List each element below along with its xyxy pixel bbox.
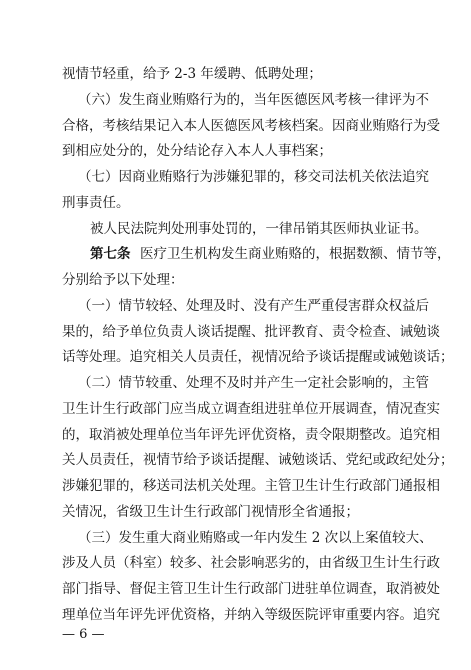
line-text: （二）情节较重、处理不及时并产生一定社会影响的，主管 (78, 375, 429, 391)
text-line (0, 528, 471, 548)
text-line (0, 219, 471, 239)
text-line (0, 476, 471, 496)
line-text: 合格，考核结果记入本人医德医风考核档案。因商业贿赂行为受 (62, 118, 440, 134)
line-text: 关人员责任，视情节给予谈话提醒、诫勉谈话、党纪或政纪处分； (62, 452, 454, 468)
line-text: 医疗卫生机构发生商业贿赂的，根据数额、情节等， (140, 246, 451, 262)
text-line (0, 141, 471, 161)
page-number: — 6 — (62, 627, 105, 642)
line-text: （三）发生重大商业贿赂或一年内发生 2 次以上案值较大、 (78, 530, 433, 546)
line-text: 的，取消被处理单位当年评先评优资格，责令限期整改。追究相 (62, 427, 440, 443)
line-text: 部门指导、督促主管卫生计生行政部门进驻单位调查，取消被处 (62, 581, 440, 597)
text-line (0, 373, 471, 393)
article-number: 第七条 (90, 246, 131, 262)
text-line (0, 167, 471, 187)
text-line (0, 64, 471, 84)
line-text: 理单位当年评先评优资格，并纳入等级医院评审重要内容。追究 (62, 607, 440, 623)
line-text: （六）发生商业贿赂行为的，当年医德医风考核一律评为不 (78, 92, 429, 108)
line-text: 话等处理。追究相关人员责任，视情况给予谈话提醒或诫勉谈话； (62, 349, 454, 365)
text-line (0, 90, 471, 110)
text-line (0, 605, 471, 625)
line-text: 被人民法院判处刑事处罚的，一律吊销其医师执业证书。 (90, 221, 428, 237)
line-text: 到相应处分的，处分结论存入本人人事档案； (62, 143, 332, 159)
text-line (0, 322, 471, 342)
line-text: 刑事责任。 (62, 195, 130, 211)
line-text: （一）情节较轻、处理及时、没有产生严重侵害群众权益后 (78, 298, 429, 314)
text-line (0, 270, 471, 290)
text-line (0, 399, 471, 419)
line-text: 果的，给予单位负责人谈话提醒、批评教育、责令检查、诫勉谈 (62, 324, 440, 340)
text-line (0, 450, 471, 470)
text-line (0, 116, 471, 136)
line-text: 关情况，省级卫生计生行政部门视情形全省通报； (62, 504, 359, 520)
text-line (0, 193, 471, 213)
line-text: 涉嫌犯罪的，移送司法机关处理。主管卫生计生行政部门通报相 (62, 478, 440, 494)
line-text: 涉及人员（科室）较多、社会影响恶劣的，由省级卫生计生行政 (62, 555, 440, 571)
text-line (0, 347, 471, 367)
text-line (0, 425, 471, 445)
text-line (0, 553, 471, 573)
text-line (0, 502, 471, 522)
line-text: （七）因商业贿赂行为涉嫌犯罪的，移交司法机关依法追究 (78, 169, 429, 185)
line-text: 卫生计生行政部门应当成立调查组进驻单位开展调查，情况查实 (62, 401, 440, 417)
text-line (0, 296, 471, 316)
line-text: 视情节轻重，给予 2-3 年缓聘、低聘处理； (62, 66, 322, 82)
text-line (0, 579, 471, 599)
text-line (0, 244, 471, 264)
line-text: 分别给予以下处理： (62, 272, 184, 288)
